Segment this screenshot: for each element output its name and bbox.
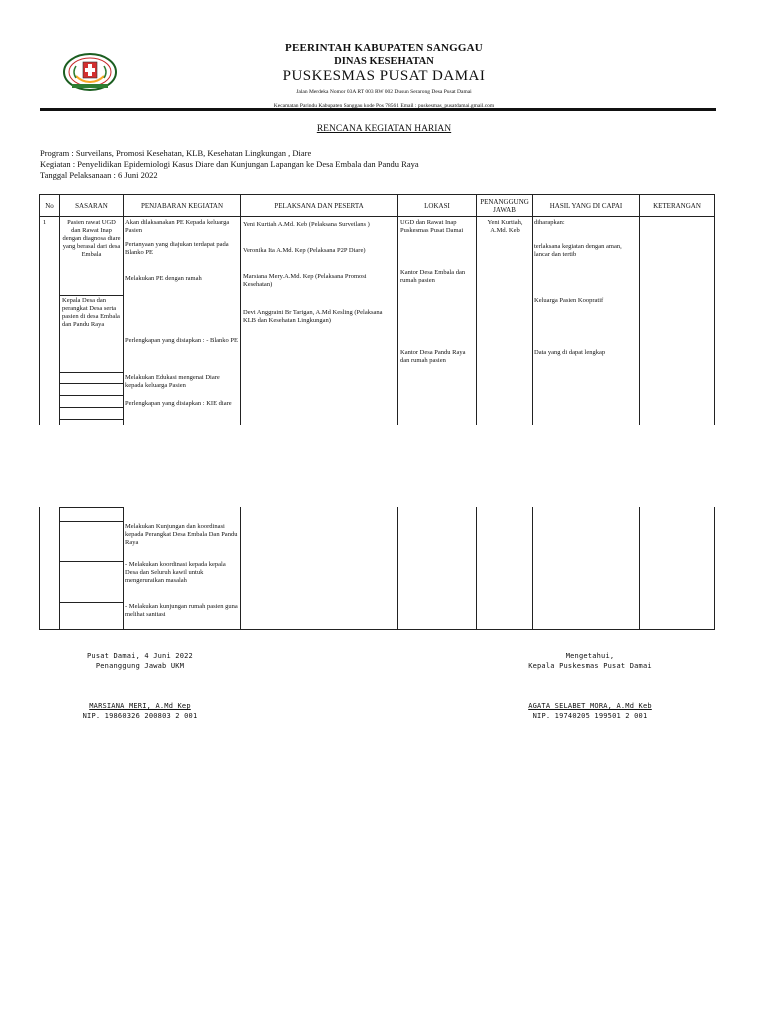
col-header-hasil: HASIL YANG DI CAPAI xyxy=(533,195,640,217)
activity-table-continued xyxy=(39,507,715,630)
meta-kegiatan: Kegiatan : Penyelidikan Epidemiologi Kasus Diare dan Kunjungan Lapangan ke Desa Embala dan Pandu Raya xyxy=(40,159,419,169)
hasil-item: Data yang di dapat lengkap xyxy=(534,349,606,356)
kegiatan-cell-cont xyxy=(124,507,241,629)
col-header-keterangan: KETERANGAN xyxy=(640,195,715,217)
document-title: RENCANA KEGIATAN HARIAN xyxy=(316,124,452,134)
kegiatan-item: - Melakukan kunjungan rumah pasien guna melihat sanitasi xyxy=(125,603,238,618)
activity-table xyxy=(39,194,715,425)
kegiatan-item: Perlengkapan yang disiapkan : - Blanko PE xyxy=(125,337,239,344)
kegiatan-item: Melakukan PE dengan ramah xyxy=(125,275,202,282)
penanggung-cell xyxy=(477,217,533,425)
pelaksana-cell-cont xyxy=(241,507,398,629)
signature-left-date: Pusat Damai, 4 Juni 2022 xyxy=(87,652,193,660)
header-institution: PUSKESMAS PUSAT DAMAI xyxy=(282,68,486,84)
keterangan-cell xyxy=(640,217,715,425)
header-address: Jalan Merdeka Nomor 03A RT 003 RW 002 Dusun Serarong Desa Pusat Damai xyxy=(296,89,472,95)
kegiatan-item: Melakukan Edukasi mengenai Diare kepada keluarga Pasien xyxy=(125,374,220,389)
signature-right-name: AGATA SELABET MORA, A.Md Keb xyxy=(528,702,652,710)
pelaksana-item: Veronika Ita A.Md. Kep (Pelaksana P2P Diare) xyxy=(243,247,366,254)
sasaran-cell-cont xyxy=(60,507,124,629)
col-header-no: No xyxy=(40,195,60,217)
penanggung-jawab-name: Yeni Kurtiah, A.Md. Keb xyxy=(487,219,523,234)
header-department: DINAS KESEHATAN xyxy=(334,56,434,67)
sasaran-patients: Pasien rawat UGD dan Rawat Inap dengan diagnosa diare yang berasal dari desa Embala xyxy=(62,219,121,258)
lokasi-item: Kantor Desa Embala dan rumah pasien xyxy=(400,269,466,284)
hasil-item: terlaksana kegiatan dengan aman, lancar dan tertib xyxy=(534,243,622,258)
row-number xyxy=(40,217,60,425)
lokasi-item: UGD dan Rawat Inap Puskesmas Pusat Damai xyxy=(400,219,464,234)
col-header-penanggung-jawab: PENANGGUNG JAWAB xyxy=(477,195,533,217)
penanggung-cell-cont xyxy=(477,507,533,629)
signature-left-nip: NIP. 19860326 200803 2 001 xyxy=(82,712,198,720)
row-number-cont xyxy=(40,507,60,629)
signature-left-name: MARSIANA MERI, A.Md Kep xyxy=(89,702,191,710)
lokasi-item: Kantor Desa Pandu Raya dan rumah pasien xyxy=(400,349,466,364)
header-government: PEERINTAH KABUPATEN SANGGAU xyxy=(285,42,483,54)
pelaksana-item: Marsiana Mery.A.Md. Kep (Pelaksana Promosi Kesehatan) xyxy=(243,273,367,288)
hasil-cell xyxy=(533,217,640,425)
sasaran-village: Kepala Desa dan perangkat Desa serta pasien di desa Embala dan Pandu Raya xyxy=(62,297,120,328)
col-header-lokasi: LOKASI xyxy=(398,195,477,217)
signature-left-role: Penanggung Jawab UKM xyxy=(95,662,185,670)
meta-program: Program : Surveilans, Promosi Kesehatan, KLB, Kesehatan Lingkungan , Diare xyxy=(40,148,312,158)
kegiatan-item: - Melakukan koordinasi kepada kepala Desa dan Seluruh kawil untuk mengeruraikan masalah xyxy=(125,561,226,584)
hasil-item: Keluarga Pasien Koopratif xyxy=(534,297,604,304)
header-contact: Kecamatan Parindu Kabupaten Sanggau kode Pos 78561 Email : puskesmas_pusatdamai.gmail.com xyxy=(273,103,495,109)
hasil-item: diharapkan: xyxy=(534,219,565,226)
col-header-kegiatan: PENJABARAN KEGIATAN xyxy=(124,195,241,217)
kegiatan-item: Pertanyaan yang diajukan terdapat pada Blanko PE xyxy=(125,241,229,256)
col-header-pelaksana: PELAKSANA DAN PESERTA xyxy=(241,195,398,217)
lokasi-cell-cont xyxy=(398,507,477,629)
hasil-cell-cont xyxy=(533,507,640,629)
pelaksana-item: Yeni Kurtiah A.Md. Keb (Pelaksana Surveilans ) xyxy=(243,221,370,228)
pelaksana-cell xyxy=(241,217,398,425)
signature-right-nip: NIP. 19740205 199501 2 001 xyxy=(532,712,648,720)
kegiatan-item: Perlengkapan yang disiapkan : KIE diare xyxy=(125,400,232,407)
kegiatan-cell xyxy=(124,217,241,425)
signature-right-acknowledge: Mengetahui, xyxy=(565,652,615,660)
lokasi-cell xyxy=(398,217,477,425)
col-header-sasaran: SASARAN xyxy=(60,195,124,217)
meta-tanggal: Tanggal Pelaksanaan : 6 Juni 2022 xyxy=(40,170,158,180)
keterangan-cell-cont xyxy=(640,507,715,629)
sasaran-cell xyxy=(60,217,124,425)
signature-right-role: Kepala Puskesmas Pusat Damai xyxy=(528,662,652,670)
kegiatan-item: Akan dilaksanakan PE Kepada keluarga Pasien xyxy=(125,219,230,234)
row-number-text: 1 xyxy=(43,219,47,226)
pelaksana-item: Devi Anggraini Br Tarigan, A.Md Kesling (Pelaksana KLB dan Kesehatan Lingkungan) xyxy=(243,309,383,324)
kegiatan-item: Melakukan Kunjungan dan koordinasi kepada Perangkat Desa Embala Dan Pandu Raya xyxy=(125,523,238,546)
